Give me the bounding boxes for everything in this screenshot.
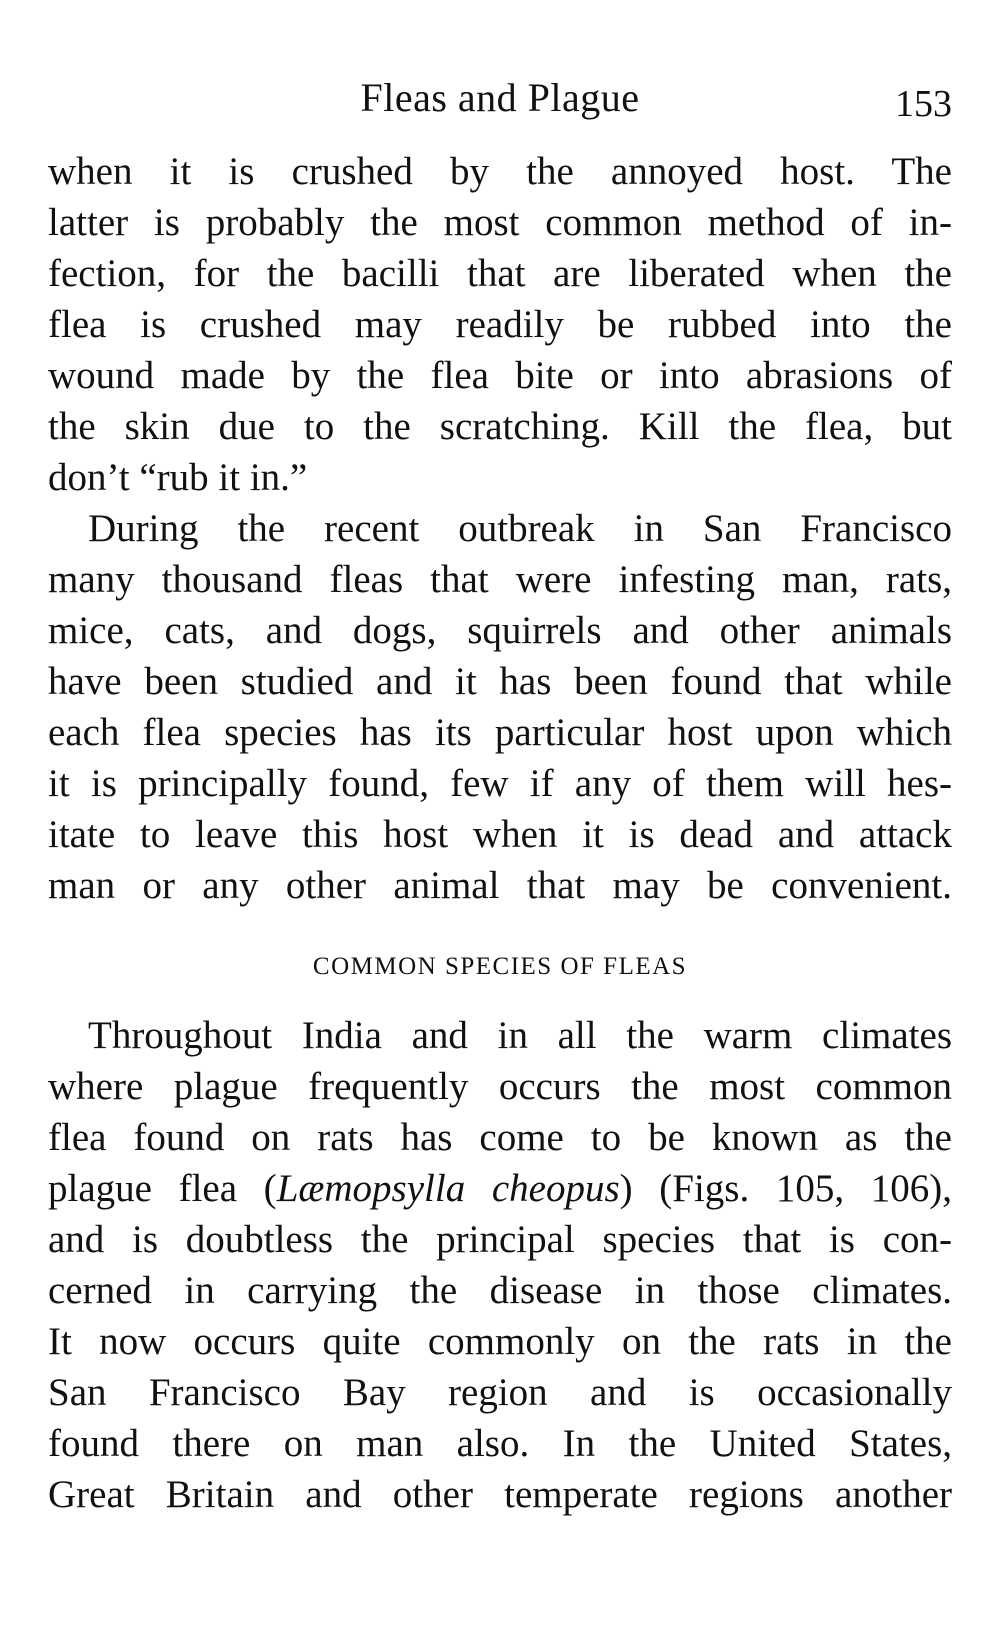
text-line: itate to leave this host when it is dead and attack [48,813,952,856]
text-line: It now occurs quite commonly on the rats in the [48,1320,952,1363]
text-line: and is doubtless the principal species that is con- [48,1218,952,1261]
text-line: when it is crushed by the annoyed host. The [48,150,952,193]
body-text [48,146,952,1520]
text-line: cerned in carrying the disease in those climates. [48,1269,952,1312]
text-line: it is principally found, few if any of them will hes- [48,762,952,805]
text-line: found there on man also. In the United States, [48,1422,952,1465]
text-line: the skin due to the scratching. Kill the flea, but [48,405,952,448]
text-line: each flea species has its particular host upon which [48,711,952,754]
paragraph-outbreak [48,503,952,911]
text-line: don’t “rub it in.” [48,456,308,499]
text-line: latter is probably the most common method of in- [48,201,952,244]
text-line: fection, for the bacilli that are liberated when the [48,252,952,295]
section-heading: COMMON SPECIES OF FLEAS [312,953,688,980]
text-line: flea is crushed may readily be rubbed into the [48,303,952,346]
page-number: 153 [895,83,952,125]
text-line: Great Britain and other temperate regions another [48,1473,952,1516]
text-segment: ) (Figs. 105, 106), [619,1167,953,1210]
species-name: Læmopsylla cheopus [276,1167,620,1210]
text-line: have been studied and it has been found that while [48,660,952,703]
text-line: mice, cats, and dogs, squirrels and other animals [48,609,952,652]
text-line: flea found on rats has come to be known as the [48,1116,952,1159]
text-line: where plague frequently occurs the most common [48,1065,952,1108]
text-line: many thousand fleas that were infesting man, rats, [48,558,952,601]
running-title: Fleas and Plague [360,75,640,120]
text-line: San Francisco Bay region and is occasionally [48,1371,952,1414]
text-line: Throughout India and in all the warm climates [88,1014,952,1057]
running-head [48,70,952,126]
text-line-with-species [48,1163,952,1214]
text-line: wound made by the flea bite or into abrasions of [48,354,952,397]
text-line: man or any other animal that may be convenient. [48,864,952,907]
paragraph-species [48,1010,952,1520]
text-segment: plague flea ( [48,1167,277,1210]
paragraph-continued [48,146,952,503]
text-line: During the recent outbreak in San Francisco [88,507,952,550]
